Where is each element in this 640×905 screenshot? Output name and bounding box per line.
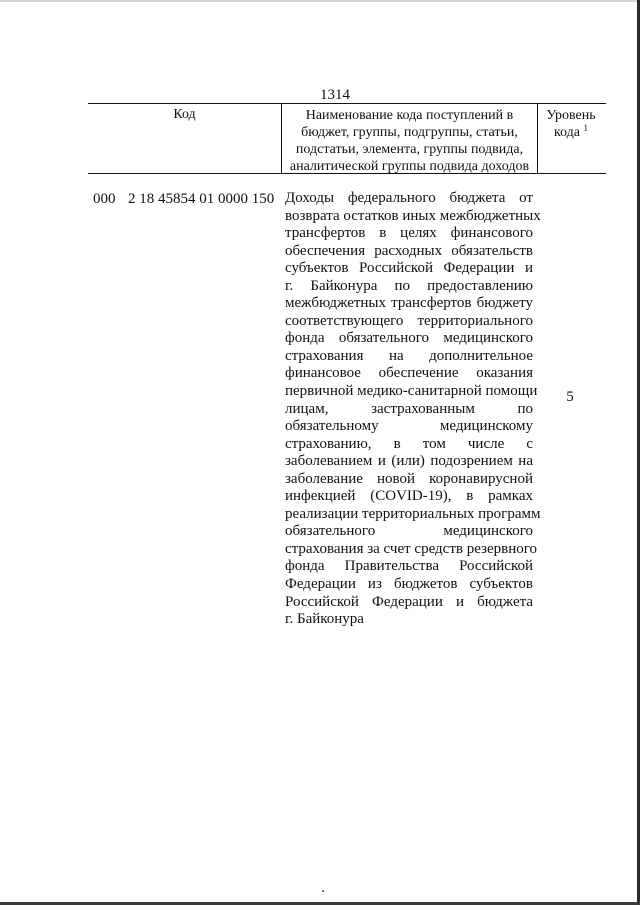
header-level-suffix: кода bbox=[553, 125, 581, 140]
description-line: страхования за счет средств резервного bbox=[285, 540, 538, 557]
description-line: лицам, застрахованным по bbox=[285, 400, 533, 417]
description-line: Федерации из бюджетов субъектов bbox=[285, 576, 533, 593]
header-name bbox=[282, 107, 537, 175]
header-name-line: подстатьи, элемента, группы подвида, bbox=[295, 142, 524, 157]
description-line: возврата остатков иных межбюджетных bbox=[285, 207, 541, 224]
description-line: трансфертов в целях финансового bbox=[285, 225, 533, 242]
budget-code: 2 18 45854 01 0000 150 bbox=[128, 191, 275, 207]
description-line: заболевание новой коронавирусной bbox=[285, 470, 533, 487]
description-line: страхованию, в том числе с bbox=[285, 435, 533, 452]
description-line: финансовое обеспечение оказания bbox=[285, 365, 533, 382]
description-line: обеспечения расходных обязательств bbox=[285, 242, 533, 259]
description-line: соответствующего территориального bbox=[285, 312, 533, 329]
description-line: заболеванием и (или) подозрением на bbox=[285, 453, 533, 470]
header-level bbox=[538, 107, 604, 141]
description-line: межбюджетных трансфертов бюджету bbox=[285, 295, 533, 312]
description-line: обязательному медицинскому bbox=[285, 418, 533, 435]
description-line: инфекцией (COVID-19), в рамках bbox=[285, 488, 533, 505]
description-line: г. Байконура bbox=[285, 611, 364, 628]
header-code: Код bbox=[173, 107, 196, 122]
code-level: 5 bbox=[566, 389, 574, 405]
header-level-line-2 bbox=[538, 124, 604, 141]
admin-code: 000 bbox=[93, 191, 116, 207]
scan-edge-top bbox=[0, 0, 640, 2]
description-line: страхования на дополнительное bbox=[285, 347, 533, 364]
description-line: фонда Правительства Российской bbox=[285, 558, 533, 575]
header-level-line: Уровень bbox=[546, 108, 596, 123]
table-header bbox=[88, 103, 606, 174]
page-number: 1314 bbox=[320, 87, 350, 103]
header-name-line: Наименование кода поступлений в bbox=[305, 108, 514, 123]
description-line: Российской Федерации и бюджета bbox=[285, 593, 533, 610]
description-line: обязательного медицинского bbox=[285, 523, 533, 540]
footnote-marker: 1 bbox=[583, 123, 589, 133]
description-line: реализации территориальных программ bbox=[285, 505, 541, 522]
header-name-line: аналитической группы подвида доходов bbox=[289, 159, 530, 174]
header-name-line: бюджет, группы, подгруппы, статьи, bbox=[301, 125, 518, 140]
income-description bbox=[285, 190, 541, 629]
description-line: г. Байконура по предоставлению bbox=[285, 277, 533, 294]
description-line: Доходы федерального бюджета от bbox=[285, 190, 533, 206]
description-line: первичной медико-санитарной помощи bbox=[285, 383, 538, 400]
description-line: фонда обязательного медицинского bbox=[285, 330, 533, 347]
scan-speck bbox=[322, 890, 324, 892]
description-line: субъектов Российской Федерации и bbox=[285, 260, 533, 277]
